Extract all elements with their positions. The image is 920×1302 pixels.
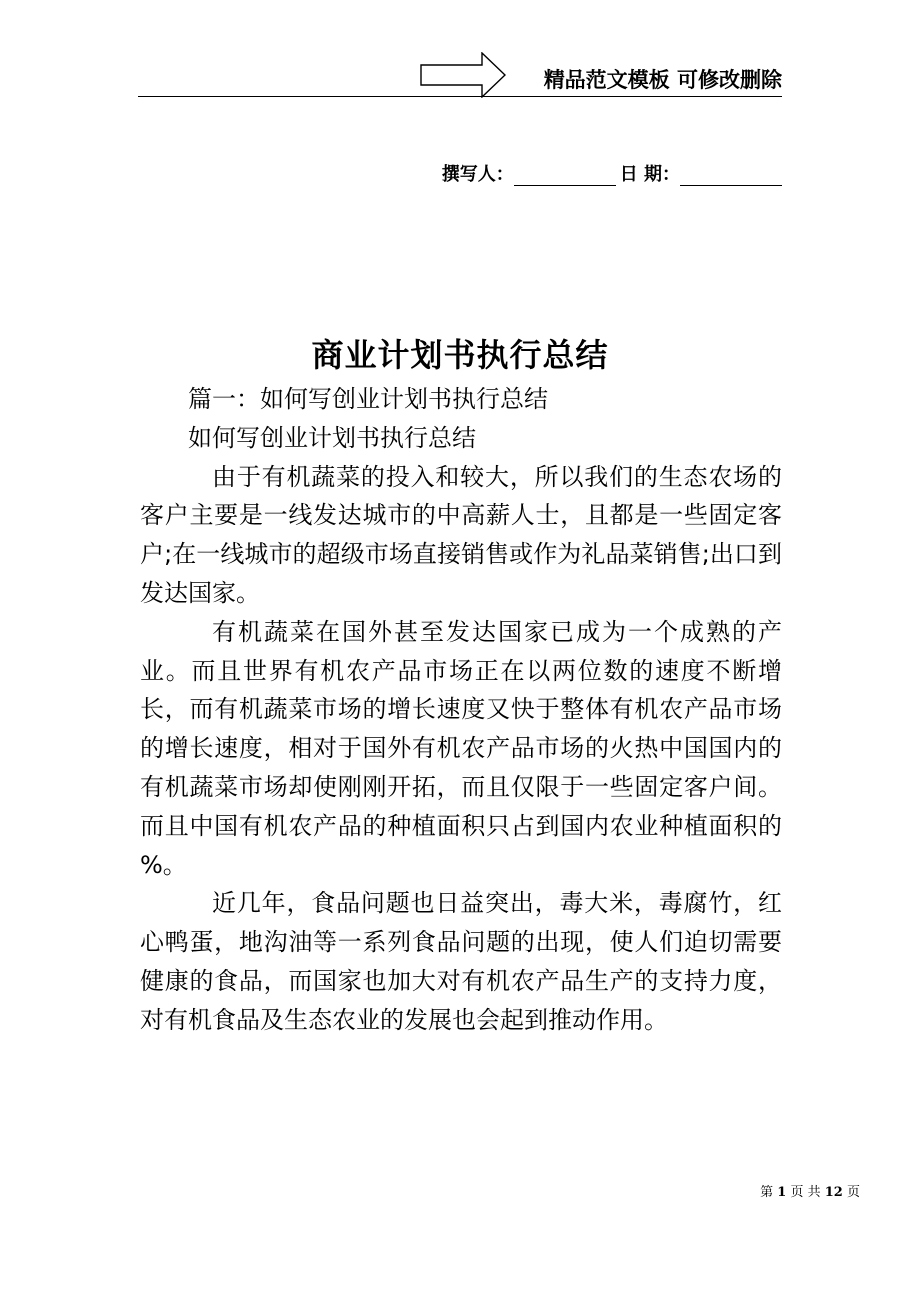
author-label: 撰写人： bbox=[441, 164, 514, 185]
footer-prefix: 第 bbox=[760, 1185, 774, 1200]
author-blank bbox=[514, 165, 616, 186]
author-date-line bbox=[442, 160, 782, 186]
date-blank bbox=[680, 165, 782, 186]
footer-total-pages: 12 bbox=[824, 1185, 843, 1200]
template-tag: 精品范文模板 可修改删除 bbox=[543, 68, 782, 92]
date-label: 日 期： bbox=[619, 164, 680, 185]
document-title: 商业计划书执行总结 bbox=[311, 336, 609, 374]
footer-middle: 页 共 bbox=[790, 1185, 821, 1200]
document-body bbox=[140, 380, 782, 1040]
section-heading: 篇一：如何写创业计划书执行总结 bbox=[188, 385, 548, 413]
subsection-heading: 如何写创业计划书执行总结 bbox=[188, 423, 476, 452]
body-paragraph: 有机蔬菜在国外甚至发达国家已成为一个成熟的产业。而且世界有机农产品市场正在以两位数的速度不断增长，而有机蔬菜市场的增长速度又快于整体有机农产品市场的增长速度，相对于国外有机农产品市场的火热中国国内的有机蔬菜市场却使刚刚开拓，而且仅限于一些固定客户间。而且中国有机农产品的种植面积只占到国内农业种植面积的 %。 bbox=[140, 617, 782, 879]
header-rule bbox=[138, 96, 782, 97]
arrow-icon bbox=[420, 52, 506, 98]
footer-page-number: 1 bbox=[777, 1185, 787, 1200]
body-paragraph: 近几年，食品问题也日益突出，毒大米，毒腐竹，红心鸭蛋，地沟油等一系列食品问题的出现，使人们迫切需要健康的食品，而国家也加大对有机农产品生产的支持力度，对有机食品及生态农业的发展也会起到推动作用。 bbox=[140, 889, 782, 1034]
page-footer bbox=[760, 1181, 860, 1200]
body-paragraph: 由于有机蔬菜的投入和较大，所以我们的生态农场的客户主要是一线发达城市的中高薪人士，且都是一些固定客户;在一线城市的超级市场直接销售或作为礼品菜销售;出口到发达国家。 bbox=[140, 462, 782, 607]
footer-suffix: 页 bbox=[846, 1185, 860, 1200]
